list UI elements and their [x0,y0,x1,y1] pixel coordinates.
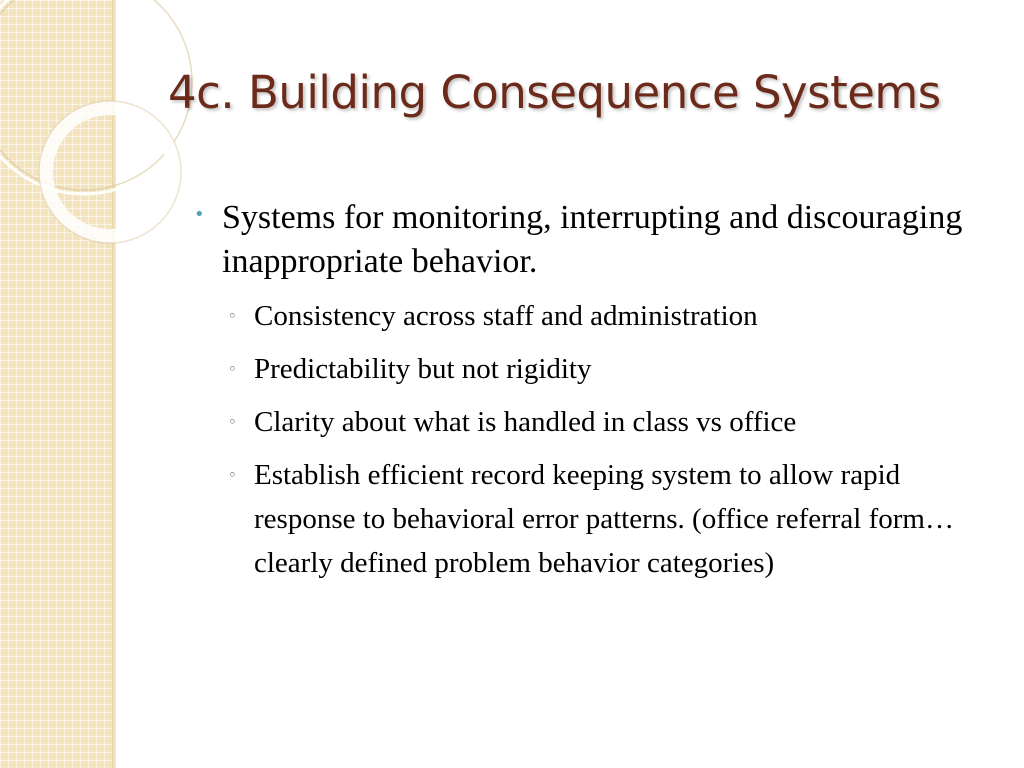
sub-bullet-item [190,400,980,444]
sub-bullet-text: Consistency across staff and administration [254,300,758,332]
slide-title: 4c. Building Consequence Systems [168,66,941,119]
bullet-ring-icon: ◦ [228,360,237,378]
decorative-circles [0,0,200,300]
sub-bullet-item [190,453,980,585]
bullet-ring-icon: ◦ [228,466,237,484]
small-circle-shade [39,101,181,243]
bullet-ring-icon: ◦ [228,307,237,325]
bullet-dot-icon: • [194,204,205,225]
main-bullet-text: Systems for monitoring, interrupting and discouraging inappropriate behavior. [222,199,963,280]
sub-bullet-item [190,294,980,338]
slide-content [190,196,980,594]
sub-bullet-item [190,347,980,391]
sub-bullet-text: Establish efficient record keeping system to allow rapid response to behavioral error patterns. (office referral form… clearly defined problem behavior categories) [254,459,954,579]
main-bullet-item [190,196,980,284]
bullet-ring-icon: ◦ [228,413,237,431]
small-circle-ring [46,108,174,236]
sub-bullet-text: Clarity about what is handled in class vs office [254,406,797,438]
sub-bullet-text: Predictability but not rigidity [254,353,592,385]
